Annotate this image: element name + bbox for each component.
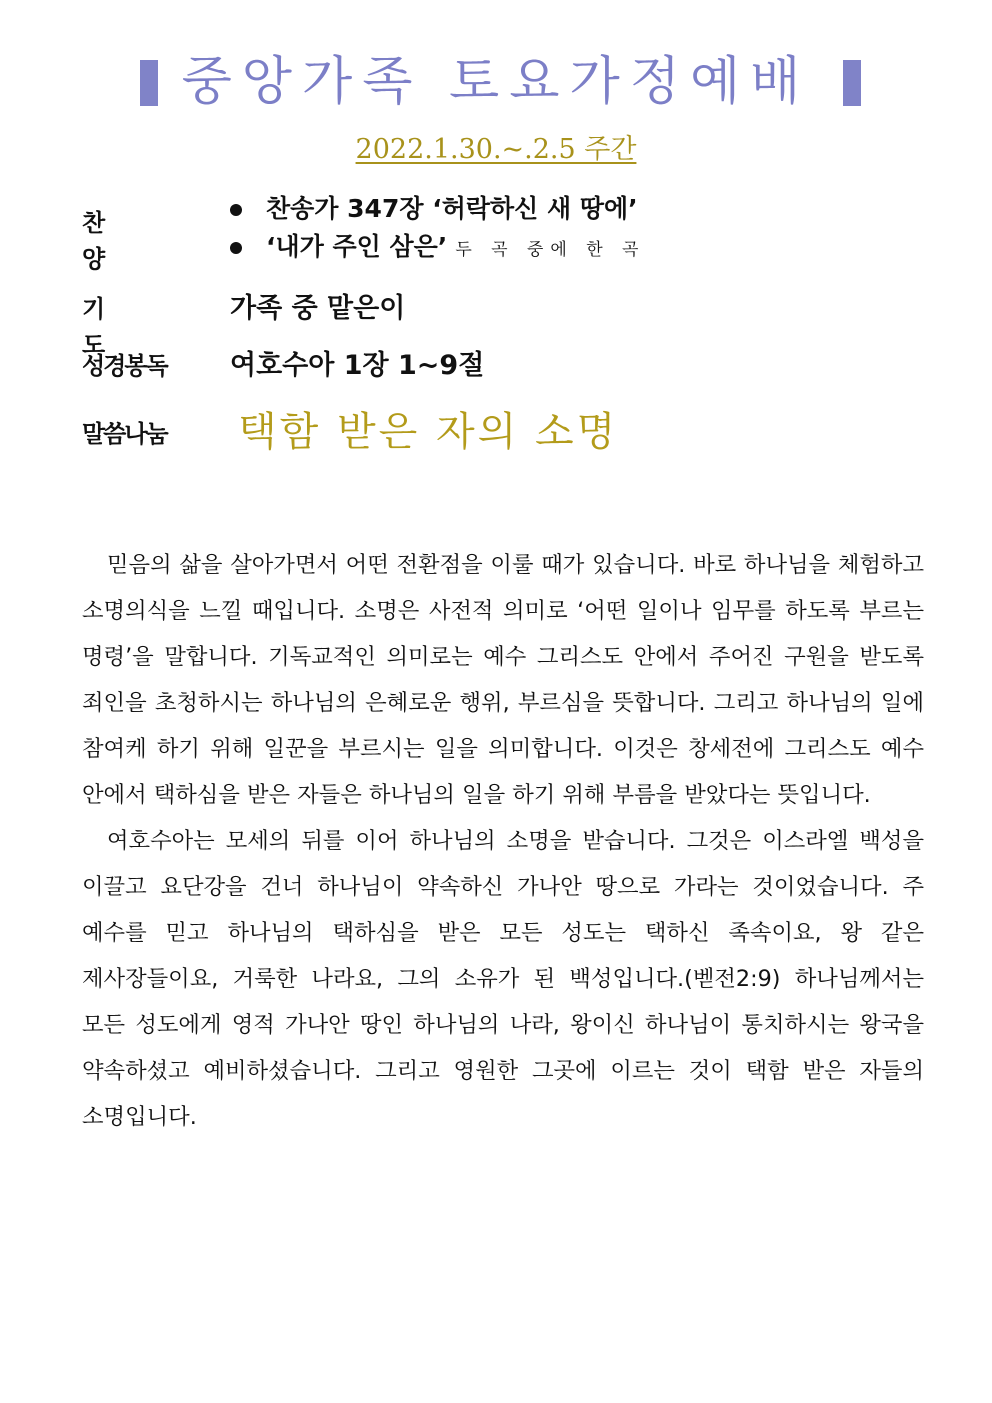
prayer-value: 가족 중 맡은이 [230,293,406,324]
hymn-list [230,190,645,269]
reading-label: 성경봉독 [82,352,167,380]
sermon-body [82,542,924,1140]
hymn-label: 찬양 [82,209,148,273]
body-paragraph: 믿음의 삶을 살아가면서 어떤 전환점을 이룰 때가 있습니다. 바로 하나님을 체험하고 소명의식을 느낄 때입니다. 소명은 사전적 의미로 ‘어떤 일이나 임무를 하도록 부르는 명령’을 말합니다. 기독교적인 의미로는 예수 그리스도 안에서 주어진 구원을 받도록 죄인을 초청하시는 하나님의 은혜로운 행위, 부르심을 뜻합니다. 그리고 하나님의 일에 참여케 하기 위해 일꾼을 부르시는 일을 의미합니다. 이것은 창세전에 그리스도 예수 안에서 택하심을 받은 자들은 하나님의 일을 하기 위해 부름을 받았다는 뜻입니다. [82,552,924,808]
hymn-item [230,190,645,228]
sermon-label: 말씀나눔 [82,420,167,448]
sermon-title: 택함 받은 자의 소명 [238,409,619,455]
bullet-icon [230,204,242,216]
date-range-line [0,130,992,170]
hymn-item-note: 두 곡 중에 한 곡 [455,240,646,260]
body-paragraph: 여호수아는 모세의 뒤를 이어 하나님의 소명을 받습니다. 그것은 이스라엘 백성을 이끌고 요단강을 건너 하나님이 약속하신 가나안 땅으로 가라는 것이었습니다. 주 예수를 믿고 하나님의 택하심을 받은 모든 성도는 택하신 족속이요, 왕 같은 제사장들이요, 거룩한 나라요, 그의 소유가 된 백성입니다.(벧전2:9) 하나님께서는 모든 성도에게 영적 가나안 땅인 하나님의 나라, 왕이신 하나님이 통치하시는 왕국을 약속하셨고 예비하셨습니다. 그리고 영원한 그곳에 이르는 것이 택함 받은 자들의 소명입니다. [82,828,924,1130]
date-range: 2022.1.30.~.2.5 주간 [355,134,637,165]
page-header [0,42,992,122]
prayer-label: 기도 [82,295,148,359]
hymn-item-text: ‘내가 주인 삼은’ [266,232,448,261]
hymn-item [230,228,645,269]
page-title: 중앙가족 토요가정예배 [181,52,811,112]
bullet-icon [230,242,242,254]
reading-value: 여호수아 1장 1~9절 [230,350,485,381]
title-bar-right [843,60,861,106]
hymn-item-text: 찬송가 347장 ‘허락하신 새 땅에’ [266,194,638,223]
